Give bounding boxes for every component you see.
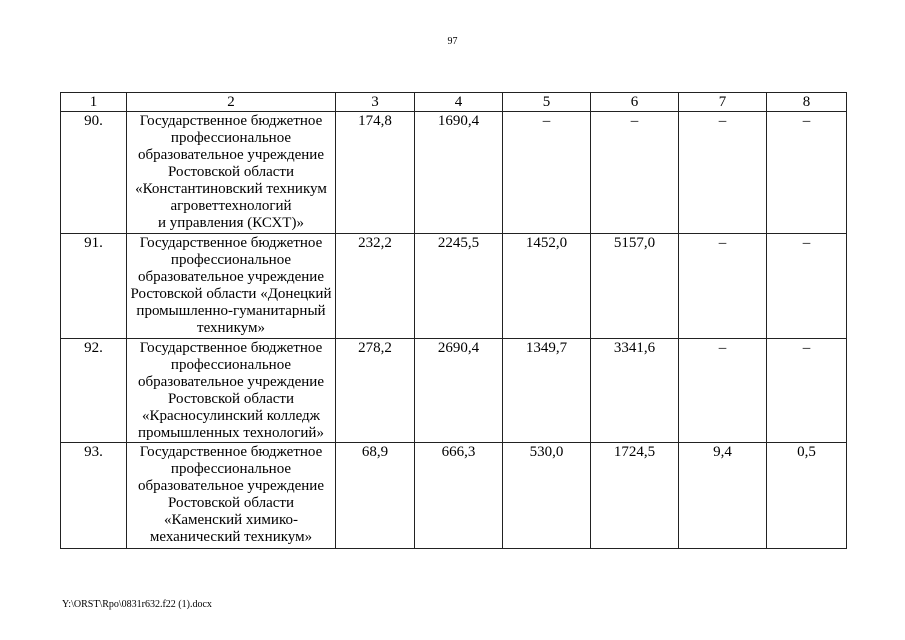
header-cell-7: 7 [679, 93, 767, 112]
table-row [61, 443, 847, 549]
value-cell-3: 174,8 [336, 112, 415, 234]
institution-name: Государственное бюджетное профессиональное образовательное учреждение Ростовской области «Донецкий промышленно-гуманитарный техникум» [127, 234, 336, 339]
value-cell-3: 278,2 [336, 339, 415, 443]
table-row [61, 339, 847, 443]
value-cell-8: 0,5 [767, 443, 847, 549]
value-cell-5: – [503, 112, 591, 234]
institution-name: Государственное бюджетное профессиональное образовательное учреждение Ростовской области «Каменский химико- механический техникум» [127, 443, 336, 549]
value-cell-6: 3341,6 [591, 339, 679, 443]
value-cell-4: 666,3 [415, 443, 503, 549]
value-cell-4: 2245,5 [415, 234, 503, 339]
row-number: 91. [61, 234, 127, 339]
value-cell-5: 530,0 [503, 443, 591, 549]
row-number: 92. [61, 339, 127, 443]
value-cell-8: – [767, 339, 847, 443]
institution-name: Государственное бюджетное профессиональное образовательное учреждение Ростовской области «Константиновский техникум агроветтехнологий и управления (КСХТ)» [127, 112, 336, 234]
header-cell-5: 5 [503, 93, 591, 112]
value-cell-7: 9,4 [679, 443, 767, 549]
value-cell-6: – [591, 112, 679, 234]
value-cell-3: 68,9 [336, 443, 415, 549]
value-cell-4: 2690,4 [415, 339, 503, 443]
value-cell-8: – [767, 234, 847, 339]
data-table [60, 92, 847, 549]
value-cell-7: – [679, 339, 767, 443]
header-cell-3: 3 [336, 93, 415, 112]
value-cell-4: 1690,4 [415, 112, 503, 234]
footer-file-path: Y:\ORST\Rpo\0831r632.f22 (1).docx [62, 599, 212, 610]
header-cell-2: 2 [127, 93, 336, 112]
value-cell-7: – [679, 112, 767, 234]
header-cell-6: 6 [591, 93, 679, 112]
value-cell-5: 1349,7 [503, 339, 591, 443]
value-cell-3: 232,2 [336, 234, 415, 339]
header-cell-4: 4 [415, 93, 503, 112]
table-row [61, 234, 847, 339]
header-cell-8: 8 [767, 93, 847, 112]
institution-name: Государственное бюджетное профессиональное образовательное учреждение Ростовской области «Красносулинский колледж промышленных технологий» [127, 339, 336, 443]
header-row [61, 93, 847, 112]
header-cell-1: 1 [61, 93, 127, 112]
value-cell-6: 1724,5 [591, 443, 679, 549]
value-cell-5: 1452,0 [503, 234, 591, 339]
table-row [61, 112, 847, 234]
page-number: 97 [447, 36, 458, 47]
row-number: 90. [61, 112, 127, 234]
value-cell-8: – [767, 112, 847, 234]
value-cell-7: – [679, 234, 767, 339]
row-number: 93. [61, 443, 127, 549]
value-cell-6: 5157,0 [591, 234, 679, 339]
